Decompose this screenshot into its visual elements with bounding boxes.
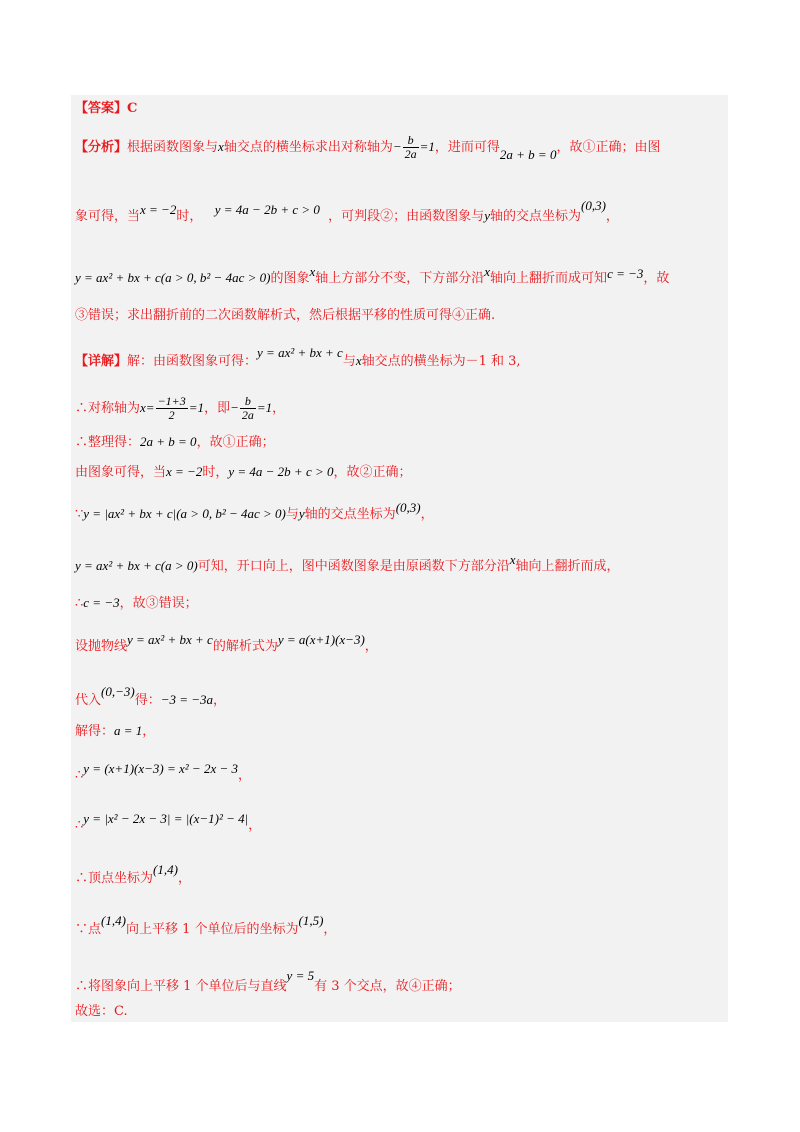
analysis-tag: 【分析】	[75, 140, 128, 155]
analysis-text: 时，	[176, 209, 203, 224]
detail-text: 代入	[75, 693, 102, 708]
math-point: (1,5)	[298, 913, 324, 928]
math-minus: −	[230, 400, 239, 415]
fraction-denominator: 2a	[404, 147, 417, 161]
math-expr: y = |ax² + bx + c|(a > 0, b² − 4ac > 0)	[83, 506, 286, 521]
answer-value: C	[127, 101, 138, 116]
fraction-b-over-2a	[240, 395, 256, 422]
detail-text: 与	[342, 354, 356, 369]
fraction-denominator: 2a	[241, 408, 254, 422]
detail-text: ，	[237, 768, 251, 783]
math-var: y	[298, 506, 305, 521]
math-point: (0,−3)	[101, 684, 135, 699]
analysis-text: ，可判段②；由函数图象与	[328, 209, 485, 224]
detail-text: ∴整理得：	[75, 435, 141, 450]
detail-text: ∴顶点坐标为	[75, 871, 154, 886]
detail-line-14	[75, 913, 336, 938]
math-expr: y = a(x+1)(x−3)	[277, 632, 365, 647]
fraction-axis	[156, 395, 188, 422]
math-var: x	[484, 264, 491, 279]
detail-line-5	[75, 500, 434, 523]
analysis-text: ，故①正确；由图	[556, 140, 661, 155]
detail-text: ∵点	[75, 922, 102, 937]
detail-text: ∴对称轴为	[75, 401, 141, 416]
math-expr: 2a + b = 0	[140, 434, 197, 449]
detail-line-6	[75, 552, 620, 575]
fraction-numerator: −1+3	[157, 394, 186, 408]
detail-text: 与	[285, 507, 299, 522]
detail-line-15	[75, 968, 461, 995]
detail-line-4	[75, 464, 412, 481]
analysis-line-3	[75, 264, 669, 287]
math-expr: =1	[188, 400, 205, 415]
analysis-text: ，故	[643, 271, 670, 286]
detail-line-12	[75, 811, 261, 834]
math-expr: 2a + b = 0	[499, 147, 557, 162]
math-expr: =1	[419, 139, 435, 154]
detail-text: 设抛物线	[75, 639, 128, 654]
fraction-numerator: b	[240, 395, 256, 409]
detail-text: ∴将图象向上平移 1 个单位后与直线	[75, 979, 287, 994]
detail-line-13	[75, 862, 191, 887]
detail-tag: 【详解】	[75, 354, 128, 369]
detail-text: 的解析式为	[212, 639, 278, 654]
math-expr: c = −3	[607, 266, 644, 281]
detail-text: 解：由函数图象可得：	[127, 354, 258, 369]
math-expr: x = −2	[140, 202, 177, 217]
detail-line-16: 故选：C.	[75, 1004, 128, 1019]
detail-text: ，	[248, 818, 262, 833]
analysis-text: 轴上方部分不变，下方部分沿	[315, 271, 485, 286]
analysis-text: 的图象	[270, 271, 310, 286]
fraction-b-over-2a	[403, 134, 419, 161]
detail-text: ，故①正确；	[196, 435, 275, 450]
analysis-text: ，进而可得	[434, 140, 500, 155]
detail-text: 得：	[134, 693, 161, 708]
analysis-text: 象可得，当	[75, 209, 141, 224]
math-expr: c = −3	[83, 595, 120, 610]
math-expr: y = ax² + bx + c	[257, 345, 343, 360]
detail-text: ，故②正确；	[333, 465, 412, 480]
math-var: x	[355, 353, 362, 368]
analysis-line-1	[75, 134, 660, 163]
math-expr: =1	[256, 400, 273, 415]
detail-text: 可知，开口向上，图中函数图象是由原函数下方部分沿	[197, 559, 510, 574]
math-expr: y = 5	[286, 968, 315, 983]
detail-text: 时，	[202, 465, 229, 480]
detail-text: ，	[142, 724, 156, 739]
answer-tag: 【答案】	[75, 101, 128, 116]
detail-text: ∵	[75, 507, 84, 522]
detail-text: ，	[177, 871, 191, 886]
fraction-numerator: b	[403, 134, 419, 148]
analysis-line-4: ③错误；求出翻折前的二次函数解析式，然后根据平移的性质可得④正确.	[75, 308, 496, 323]
detail-line-8	[75, 632, 378, 655]
math-expr: x = −2	[166, 464, 203, 479]
math-var: y	[484, 208, 490, 223]
detail-line-2: ∴对称轴为x= $\frac{-1+3}{2}$ =1，即− $\frac{b}{2a}$ =1，	[75, 394, 286, 422]
math-var: x	[218, 139, 224, 154]
answer-line	[75, 101, 137, 117]
math-point: (0,3)	[580, 198, 606, 213]
math-var: x	[140, 400, 146, 415]
detail-text: ∴	[75, 768, 84, 783]
detail-line-1	[75, 345, 521, 370]
detail-text: 解得：	[75, 724, 115, 739]
detail-text: ，	[323, 922, 337, 937]
math-minus: −	[392, 139, 402, 154]
detail-text: ，	[364, 639, 378, 654]
detail-text: 轴交点的横坐标为－1 和 3,	[361, 354, 521, 369]
math-expr: y = ax² + bx + c(a > 0, b² − 4ac > 0)	[75, 270, 271, 285]
detail-line-10	[75, 723, 155, 740]
math-point: (1,4)	[153, 862, 178, 877]
math-var: x	[509, 552, 516, 567]
analysis-text: 轴交点的横坐标求出对称轴为	[223, 140, 393, 155]
detail-line-9	[75, 684, 226, 709]
detail-text: 向上平移 1 个单位后的坐标为	[125, 922, 299, 937]
analysis-text: 轴的交点坐标为	[489, 209, 581, 224]
math-expr: y = ax² + bx + c	[127, 632, 213, 647]
math-point: (1,4)	[101, 913, 126, 928]
math-expr: y = 4a − 2b + c > 0	[228, 464, 334, 479]
fraction-denominator: 2	[168, 408, 175, 422]
analysis-line-2	[75, 198, 619, 225]
detail-text: ，	[213, 693, 227, 708]
analysis-text: 根据函数图象与	[127, 140, 219, 155]
detail-line-11	[75, 761, 251, 784]
math-expr: y = ax² + bx + c(a > 0)	[75, 558, 198, 573]
detail-text: ∴	[75, 818, 84, 833]
math-point: (0,3)	[395, 500, 421, 515]
detail-text: 由图象可得，当	[75, 465, 167, 480]
detail-text: 轴向上翻折而成，	[515, 559, 620, 574]
detail-text: ∴	[75, 596, 84, 611]
analysis-text: ，	[605, 209, 619, 224]
analysis-text: 轴向上翻折而成可知	[490, 271, 608, 286]
detail-text: ，	[272, 401, 286, 416]
detail-line-7	[75, 595, 198, 612]
math-var: x	[309, 264, 316, 279]
detail-line-3	[75, 434, 275, 451]
detail-text: 轴的交点坐标为	[304, 507, 396, 522]
detail-text: ，故③错误；	[119, 596, 198, 611]
math-expr: a = 1	[114, 723, 143, 738]
math-expr: y = |x² − 2x − 3| = |(x−1)² − 4|	[83, 811, 249, 826]
detail-text: ，即	[204, 401, 231, 416]
detail-text: 有 3 个交点，故④正确；	[314, 979, 461, 994]
math-expr: y = 4a − 2b + c > 0	[214, 202, 320, 217]
detail-text: ，	[420, 507, 434, 522]
math-expr: −3 = −3a	[160, 692, 214, 707]
math-expr: y = (x+1)(x−3) = x² − 2x − 3	[83, 761, 238, 776]
